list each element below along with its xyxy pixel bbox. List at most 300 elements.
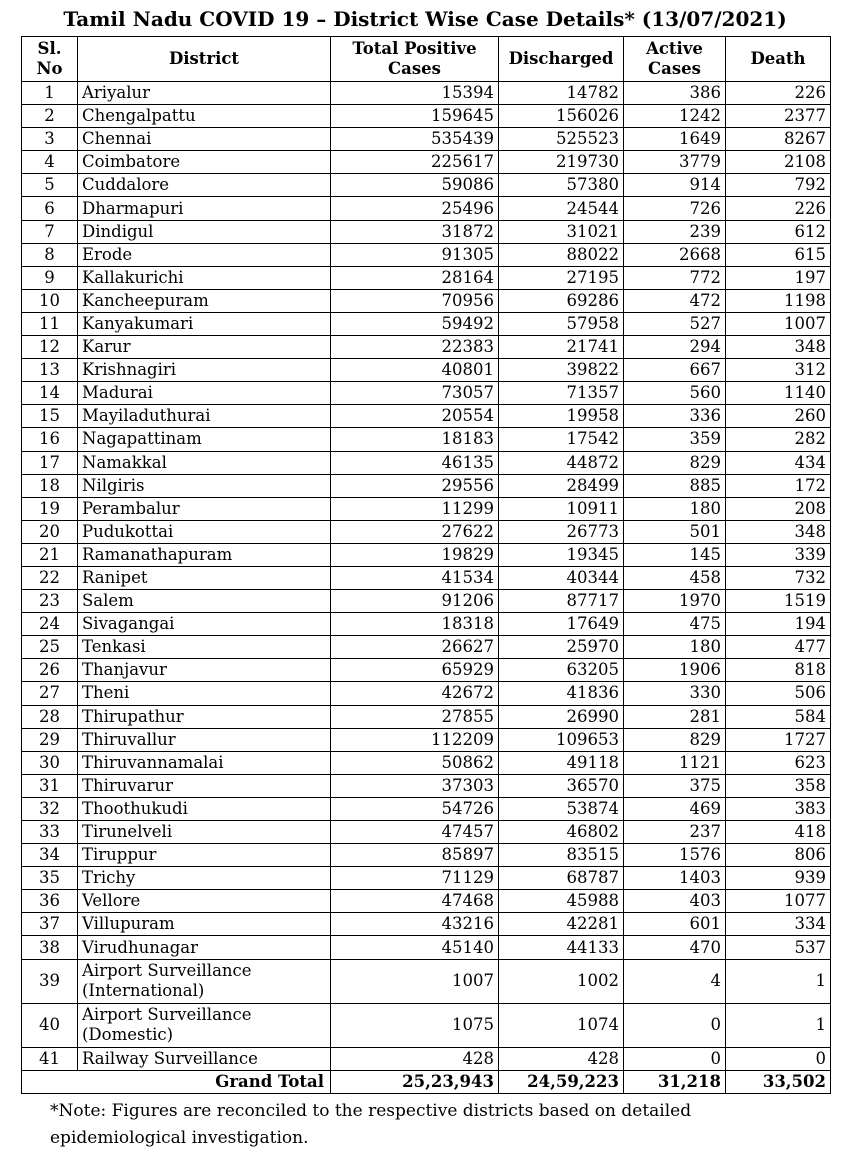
cell-active-cases: 3779 (624, 151, 726, 174)
cell-total-positive: 112209 (331, 728, 499, 751)
cell-active-cases: 885 (624, 474, 726, 497)
table-row (22, 566, 831, 589)
cell-death: 612 (726, 220, 831, 243)
cell-active-cases: 145 (624, 543, 726, 566)
cell-district: Sivagangai (78, 613, 331, 636)
cell-district: Salem (78, 590, 331, 613)
cell-death: 1007 (726, 312, 831, 335)
table-row (22, 774, 831, 797)
cell-district: Villupuram (78, 913, 331, 936)
cell-total-positive: 20554 (331, 405, 499, 428)
table-row (22, 405, 831, 428)
cell-discharged: 25970 (499, 636, 624, 659)
cell-district: Thiruvallur (78, 728, 331, 751)
cell-discharged: 46802 (499, 821, 624, 844)
cell-district: Airport Surveillance (International) (78, 959, 331, 1003)
cell-total-positive: 29556 (331, 474, 499, 497)
cell-discharged: 63205 (499, 659, 624, 682)
table-row (22, 451, 831, 474)
cell-total-positive: 50862 (331, 751, 499, 774)
cell-district: Chengalpattu (78, 105, 331, 128)
cell-discharged: 219730 (499, 151, 624, 174)
cell-active-cases: 772 (624, 266, 726, 289)
cell-total-positive: 535439 (331, 128, 499, 151)
cell-district: Dharmapuri (78, 197, 331, 220)
cell-death: 1198 (726, 289, 831, 312)
cell-sl-no: 15 (22, 405, 78, 428)
table-row (22, 520, 831, 543)
cell-death: 537 (726, 936, 831, 959)
table-row (22, 174, 831, 197)
cell-death: 348 (726, 520, 831, 543)
cell-active-cases: 527 (624, 312, 726, 335)
cell-total-positive: 19829 (331, 543, 499, 566)
table-row (22, 220, 831, 243)
cell-total-positive: 27622 (331, 520, 499, 543)
table-row (22, 821, 831, 844)
cell-total-positive: 42672 (331, 682, 499, 705)
cell-discharged: 83515 (499, 844, 624, 867)
cell-district: Theni (78, 682, 331, 705)
cell-death: 226 (726, 82, 831, 105)
cell-total-positive: 47457 (331, 821, 499, 844)
cell-death: 1 (726, 1003, 831, 1047)
cell-sl-no: 38 (22, 936, 78, 959)
district-case-table (21, 36, 831, 1094)
cell-death: 260 (726, 405, 831, 428)
cell-active-cases: 403 (624, 890, 726, 913)
cell-sl-no: 9 (22, 266, 78, 289)
cell-total-positive: 18318 (331, 613, 499, 636)
table-row (22, 428, 831, 451)
grand-total-active: 31,218 (624, 1070, 726, 1093)
table-row (22, 959, 831, 1003)
cell-district: Tenkasi (78, 636, 331, 659)
cell-discharged: 53874 (499, 797, 624, 820)
table-row (22, 128, 831, 151)
header-total-positive: Total Positive Cases (331, 37, 499, 82)
cell-district: Coimbatore (78, 151, 331, 174)
cell-active-cases: 667 (624, 359, 726, 382)
cell-sl-no: 32 (22, 797, 78, 820)
cell-discharged: 88022 (499, 243, 624, 266)
cell-total-positive: 1075 (331, 1003, 499, 1047)
cell-district: Thirupathur (78, 705, 331, 728)
cell-total-positive: 71129 (331, 867, 499, 890)
cell-total-positive: 22383 (331, 336, 499, 359)
header-active-cases: Active Cases (624, 37, 726, 82)
cell-active-cases: 330 (624, 682, 726, 705)
cell-total-positive: 73057 (331, 382, 499, 405)
cell-death: 806 (726, 844, 831, 867)
cell-active-cases: 386 (624, 82, 726, 105)
cell-active-cases: 1576 (624, 844, 726, 867)
cell-district: Karur (78, 336, 331, 359)
cell-discharged: 44872 (499, 451, 624, 474)
table-row (22, 890, 831, 913)
cell-discharged: 87717 (499, 590, 624, 613)
table-row (22, 1003, 831, 1047)
cell-total-positive: 428 (331, 1047, 499, 1070)
cell-district: Tiruppur (78, 844, 331, 867)
cell-death: 383 (726, 797, 831, 820)
grand-total-death: 33,502 (726, 1070, 831, 1093)
cell-sl-no: 39 (22, 959, 78, 1003)
grand-total-row (22, 1070, 831, 1093)
cell-death: 434 (726, 451, 831, 474)
cell-active-cases: 0 (624, 1003, 726, 1047)
cell-discharged: 71357 (499, 382, 624, 405)
cell-district: Ariyalur (78, 82, 331, 105)
cell-discharged: 109653 (499, 728, 624, 751)
cell-total-positive: 91206 (331, 590, 499, 613)
table-row (22, 867, 831, 890)
table-row (22, 797, 831, 820)
cell-total-positive: 1007 (331, 959, 499, 1003)
cell-discharged: 28499 (499, 474, 624, 497)
table-row (22, 359, 831, 382)
cell-sl-no: 29 (22, 728, 78, 751)
cell-discharged: 24544 (499, 197, 624, 220)
table-header-row (22, 37, 831, 82)
cell-total-positive: 159645 (331, 105, 499, 128)
cell-discharged: 17542 (499, 428, 624, 451)
cell-discharged: 42281 (499, 913, 624, 936)
table-row (22, 751, 831, 774)
cell-death: 172 (726, 474, 831, 497)
cell-sl-no: 22 (22, 566, 78, 589)
cell-discharged: 525523 (499, 128, 624, 151)
cell-discharged: 17649 (499, 613, 624, 636)
table-row (22, 105, 831, 128)
cell-active-cases: 1970 (624, 590, 726, 613)
cell-sl-no: 12 (22, 336, 78, 359)
cell-sl-no: 21 (22, 543, 78, 566)
cell-discharged: 45988 (499, 890, 624, 913)
cell-death: 334 (726, 913, 831, 936)
cell-total-positive: 59492 (331, 312, 499, 335)
cell-total-positive: 225617 (331, 151, 499, 174)
cell-sl-no: 13 (22, 359, 78, 382)
cell-total-positive: 15394 (331, 82, 499, 105)
cell-active-cases: 829 (624, 451, 726, 474)
cell-district: Kallakurichi (78, 266, 331, 289)
cell-district: Thiruvannamalai (78, 751, 331, 774)
cell-district: Nagapattinam (78, 428, 331, 451)
cell-discharged: 36570 (499, 774, 624, 797)
cell-total-positive: 91305 (331, 243, 499, 266)
grand-total-label: Grand Total (22, 1070, 331, 1093)
cell-total-positive: 26627 (331, 636, 499, 659)
cell-death: 1077 (726, 890, 831, 913)
cell-active-cases: 294 (624, 336, 726, 359)
cell-sl-no: 37 (22, 913, 78, 936)
table-row (22, 543, 831, 566)
cell-sl-no: 3 (22, 128, 78, 151)
cell-total-positive: 37303 (331, 774, 499, 797)
cell-death: 358 (726, 774, 831, 797)
cell-district: Namakkal (78, 451, 331, 474)
cell-discharged: 44133 (499, 936, 624, 959)
table-row (22, 613, 831, 636)
table-row (22, 936, 831, 959)
cell-sl-no: 11 (22, 312, 78, 335)
cell-sl-no: 6 (22, 197, 78, 220)
cell-discharged: 31021 (499, 220, 624, 243)
footnote: *Note: Figures are reconciled to the respective districts based on detailed epidemiological investigation. (50, 1101, 692, 1148)
table-row (22, 82, 831, 105)
cell-death: 226 (726, 197, 831, 220)
cell-sl-no: 33 (22, 821, 78, 844)
cell-death: 194 (726, 613, 831, 636)
cell-sl-no: 25 (22, 636, 78, 659)
cell-active-cases: 0 (624, 1047, 726, 1070)
cell-death: 584 (726, 705, 831, 728)
table-row (22, 913, 831, 936)
cell-death: 0 (726, 1047, 831, 1070)
cell-district: Airport Surveillance (Domestic) (78, 1003, 331, 1047)
cell-active-cases: 829 (624, 728, 726, 751)
cell-district: Kancheepuram (78, 289, 331, 312)
cell-discharged: 21741 (499, 336, 624, 359)
table-row (22, 336, 831, 359)
cell-active-cases: 1906 (624, 659, 726, 682)
cell-discharged: 69286 (499, 289, 624, 312)
cell-district: Thiruvarur (78, 774, 331, 797)
cell-active-cases: 375 (624, 774, 726, 797)
cell-total-positive: 46135 (331, 451, 499, 474)
cell-death: 623 (726, 751, 831, 774)
cell-death: 792 (726, 174, 831, 197)
cell-total-positive: 47468 (331, 890, 499, 913)
cell-district: Trichy (78, 867, 331, 890)
cell-sl-no: 41 (22, 1047, 78, 1070)
cell-discharged: 1002 (499, 959, 624, 1003)
cell-district: Krishnagiri (78, 359, 331, 382)
cell-sl-no: 35 (22, 867, 78, 890)
cell-active-cases: 1121 (624, 751, 726, 774)
cell-active-cases: 472 (624, 289, 726, 312)
table-row (22, 266, 831, 289)
cell-discharged: 1074 (499, 1003, 624, 1047)
cell-death: 418 (726, 821, 831, 844)
cell-sl-no: 18 (22, 474, 78, 497)
cell-discharged: 14782 (499, 82, 624, 105)
cell-district: Virudhunagar (78, 936, 331, 959)
cell-death: 1 (726, 959, 831, 1003)
table-row (22, 243, 831, 266)
cell-discharged: 40344 (499, 566, 624, 589)
cell-death: 312 (726, 359, 831, 382)
cell-district: Perambalur (78, 497, 331, 520)
cell-discharged: 49118 (499, 751, 624, 774)
cell-district: Thoothukudi (78, 797, 331, 820)
cell-active-cases: 1649 (624, 128, 726, 151)
cell-discharged: 57958 (499, 312, 624, 335)
cell-district: Ranipet (78, 566, 331, 589)
cell-discharged: 27195 (499, 266, 624, 289)
cell-discharged: 68787 (499, 867, 624, 890)
cell-total-positive: 40801 (331, 359, 499, 382)
table-row (22, 474, 831, 497)
cell-sl-no: 10 (22, 289, 78, 312)
table-row (22, 289, 831, 312)
table-row (22, 151, 831, 174)
cell-sl-no: 23 (22, 590, 78, 613)
cell-death: 282 (726, 428, 831, 451)
cell-active-cases: 336 (624, 405, 726, 428)
cell-total-positive: 11299 (331, 497, 499, 520)
cell-district: Nilgiris (78, 474, 331, 497)
cell-district: Tirunelveli (78, 821, 331, 844)
cell-active-cases: 458 (624, 566, 726, 589)
cell-sl-no: 34 (22, 844, 78, 867)
cell-sl-no: 16 (22, 428, 78, 451)
table-row (22, 382, 831, 405)
table-row (22, 844, 831, 867)
cell-death: 939 (726, 867, 831, 890)
cell-active-cases: 601 (624, 913, 726, 936)
cell-sl-no: 5 (22, 174, 78, 197)
table-row (22, 312, 831, 335)
cell-total-positive: 85897 (331, 844, 499, 867)
cell-death: 197 (726, 266, 831, 289)
table-row (22, 590, 831, 613)
cell-death: 615 (726, 243, 831, 266)
cell-sl-no: 1 (22, 82, 78, 105)
cell-total-positive: 70956 (331, 289, 499, 312)
cell-active-cases: 180 (624, 636, 726, 659)
cell-death: 348 (726, 336, 831, 359)
cell-total-positive: 18183 (331, 428, 499, 451)
cell-total-positive: 59086 (331, 174, 499, 197)
cell-sl-no: 14 (22, 382, 78, 405)
cell-active-cases: 914 (624, 174, 726, 197)
cell-sl-no: 20 (22, 520, 78, 543)
cell-sl-no: 36 (22, 890, 78, 913)
cell-discharged: 428 (499, 1047, 624, 1070)
cell-active-cases: 469 (624, 797, 726, 820)
cell-sl-no: 40 (22, 1003, 78, 1047)
table-row (22, 497, 831, 520)
cell-death: 1519 (726, 590, 831, 613)
cell-active-cases: 1242 (624, 105, 726, 128)
cell-district: Mayiladuthurai (78, 405, 331, 428)
cell-sl-no: 31 (22, 774, 78, 797)
cell-sl-no: 27 (22, 682, 78, 705)
cell-death: 8267 (726, 128, 831, 151)
cell-total-positive: 41534 (331, 566, 499, 589)
cell-death: 732 (726, 566, 831, 589)
cell-active-cases: 475 (624, 613, 726, 636)
cell-active-cases: 560 (624, 382, 726, 405)
cell-district: Chennai (78, 128, 331, 151)
cell-total-positive: 54726 (331, 797, 499, 820)
table-row (22, 197, 831, 220)
cell-sl-no: 24 (22, 613, 78, 636)
cell-death: 339 (726, 543, 831, 566)
page-title: Tamil Nadu COVID 19 – District Wise Case Details* (13/07/2021) (63, 7, 787, 31)
cell-discharged: 19958 (499, 405, 624, 428)
table-row (22, 659, 831, 682)
cell-district: Cuddalore (78, 174, 331, 197)
cell-district: Kanyakumari (78, 312, 331, 335)
cell-district: Vellore (78, 890, 331, 913)
cell-death: 1140 (726, 382, 831, 405)
header-district: District (78, 37, 331, 82)
cell-total-positive: 31872 (331, 220, 499, 243)
header-discharged: Discharged (499, 37, 624, 82)
grand-total-discharged: 24,59,223 (499, 1070, 624, 1093)
cell-discharged: 41836 (499, 682, 624, 705)
cell-active-cases: 501 (624, 520, 726, 543)
cell-active-cases: 281 (624, 705, 726, 728)
cell-district: Railway Surveillance (78, 1047, 331, 1070)
cell-active-cases: 180 (624, 497, 726, 520)
cell-district: Dindigul (78, 220, 331, 243)
cell-sl-no: 2 (22, 105, 78, 128)
header-sl-no: Sl. No (22, 37, 78, 82)
cell-discharged: 26990 (499, 705, 624, 728)
cell-active-cases: 470 (624, 936, 726, 959)
cell-sl-no: 28 (22, 705, 78, 728)
cell-total-positive: 25496 (331, 197, 499, 220)
cell-death: 208 (726, 497, 831, 520)
cell-total-positive: 65929 (331, 659, 499, 682)
cell-district: Madurai (78, 382, 331, 405)
grand-total-positive: 25,23,943 (331, 1070, 499, 1093)
cell-total-positive: 45140 (331, 936, 499, 959)
cell-active-cases: 359 (624, 428, 726, 451)
cell-total-positive: 43216 (331, 913, 499, 936)
cell-sl-no: 17 (22, 451, 78, 474)
cell-active-cases: 239 (624, 220, 726, 243)
cell-sl-no: 19 (22, 497, 78, 520)
cell-sl-no: 7 (22, 220, 78, 243)
cell-total-positive: 28164 (331, 266, 499, 289)
table-row (22, 728, 831, 751)
cell-discharged: 10911 (499, 497, 624, 520)
cell-district: Pudukottai (78, 520, 331, 543)
cell-active-cases: 2668 (624, 243, 726, 266)
cell-active-cases: 1403 (624, 867, 726, 890)
cell-death: 818 (726, 659, 831, 682)
cell-discharged: 57380 (499, 174, 624, 197)
cell-death: 2108 (726, 151, 831, 174)
cell-discharged: 26773 (499, 520, 624, 543)
cell-discharged: 156026 (499, 105, 624, 128)
cell-district: Thanjavur (78, 659, 331, 682)
cell-active-cases: 237 (624, 821, 726, 844)
cell-active-cases: 4 (624, 959, 726, 1003)
cell-discharged: 39822 (499, 359, 624, 382)
header-death: Death (726, 37, 831, 82)
cell-death: 2377 (726, 105, 831, 128)
cell-sl-no: 4 (22, 151, 78, 174)
table-row (22, 705, 831, 728)
cell-sl-no: 26 (22, 659, 78, 682)
cell-total-positive: 27855 (331, 705, 499, 728)
cell-death: 1727 (726, 728, 831, 751)
cell-district: Ramanathapuram (78, 543, 331, 566)
cell-sl-no: 30 (22, 751, 78, 774)
table-row (22, 636, 831, 659)
table-row (22, 682, 831, 705)
table-row (22, 1047, 831, 1070)
cell-active-cases: 726 (624, 197, 726, 220)
cell-death: 477 (726, 636, 831, 659)
cell-district: Erode (78, 243, 331, 266)
